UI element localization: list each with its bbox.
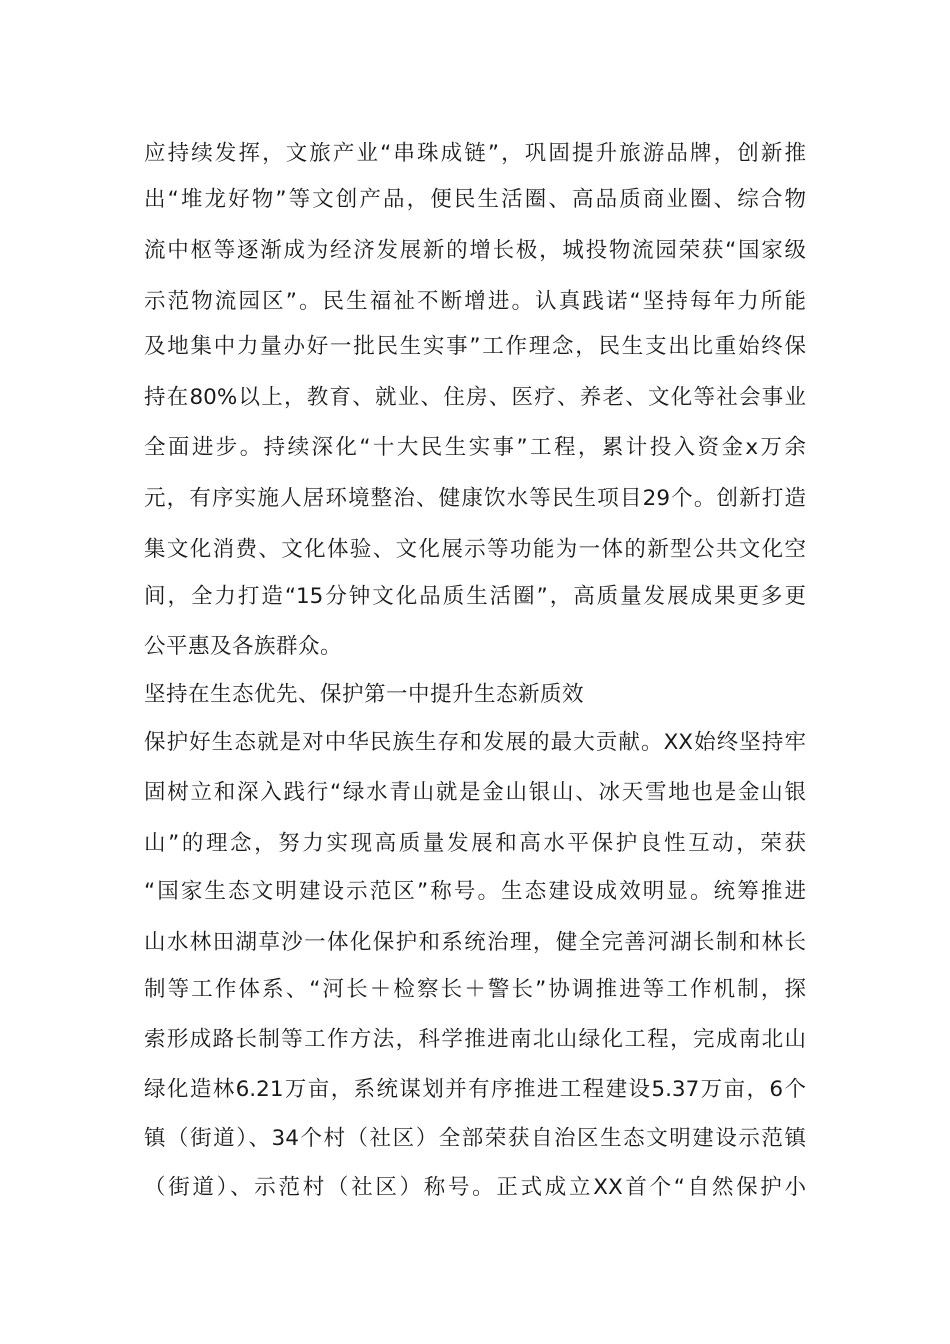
paragraph-line: “国家生态文明建设示范区”称号。生态建设成效明显。统筹推进 — [144, 879, 806, 904]
paragraph-line: 示范物流园区”。民生福祉不断增进。认真践诺“坚持每年力所能 — [144, 289, 806, 314]
paragraph-line: 山”的理念，努力实现高质量发展和高水平保护良性互动，荣获 — [144, 831, 806, 856]
paragraph-line: 间，全力打造“15分钟文化品质生活圈”，高质量发展成果更多更 — [144, 584, 806, 609]
paragraph-line: 持在80%以上，教育、就业、住房、医疗、养老、文化等社会事业 — [144, 385, 806, 410]
paragraph-line: 集文化消费、文化体验、文化展示等功能为一体的新型公共文化空 — [144, 537, 806, 562]
paragraph-line: 元，有序实施人居环境整治、健康饮水等民生项目29个。创新打造 — [144, 486, 806, 511]
section-heading: 坚持在生态优先、保护第一中提升生态新质效 — [144, 682, 585, 707]
paragraph-line: 全面进步。持续深化“十大民生实事”工程，累计投入资金x万余 — [144, 435, 806, 460]
paragraph-line: 保护好生态就是对中华民族生存和发展的最大贡献。XX始终坚持牢 — [144, 730, 806, 755]
paragraph-line: 索形成路长制等工作方法，科学推进南北山绿化工程，完成南北山 — [144, 1027, 806, 1052]
paragraph-line: 制等工作体系、“河长＋检察长＋警长”协调推进等工作机制，探 — [144, 977, 806, 1002]
paragraph-line: 绿化造林6.21万亩，系统谋划并有序推进工程建设5.37万亩，6个 — [144, 1077, 806, 1102]
paragraph-line: 固树立和深入践行“绿水青山就是金山银山、冰天雪地也是金山银 — [144, 780, 806, 805]
paragraph-line: 应持续发挥，文旅产业“串珠成链”，巩固提升旅游品牌，创新推 — [144, 141, 806, 166]
paragraph-line: 山水林田湖草沙一体化保护和系统治理，健全完善河湖长制和林长 — [144, 930, 806, 955]
paragraph-line: 镇（街道）、34个村（社区）全部荣获自治区生态文明建设示范镇 — [144, 1126, 806, 1151]
paragraph-last-line: 公平惠及各族群众。 — [144, 634, 343, 659]
paragraph-line: 流中枢等逐渐成为经济发展新的增长极，城投物流园荣获“国家级 — [144, 238, 806, 263]
paragraph-line: 出“堆龙好物”等文创产品，便民生活圈、高品质商业圈、综合物 — [144, 187, 806, 212]
paragraph-line: （街道）、示范村（社区）称号。正式成立XX首个“自然保护小 — [144, 1175, 806, 1200]
paragraph-line: 及地集中力量办好一批民生实事”工作理念，民生支出比重始终保 — [144, 334, 806, 359]
